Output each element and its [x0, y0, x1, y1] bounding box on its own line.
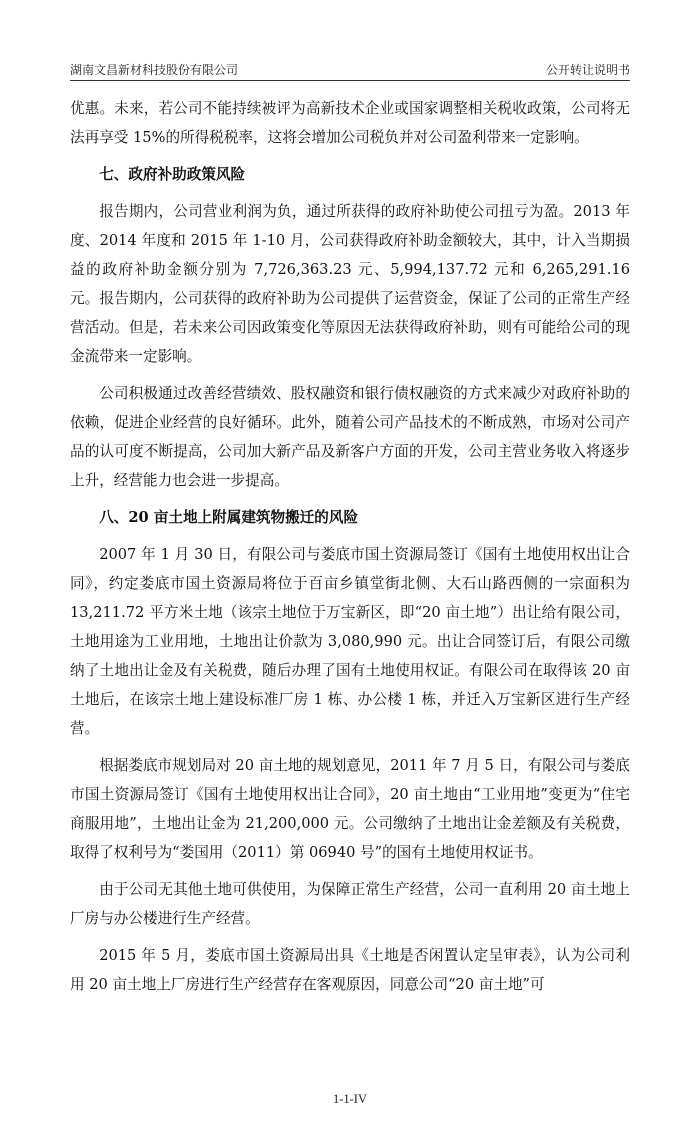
page-header	[70, 52, 630, 78]
paragraph-continued-use: 由于公司无其他土地可供使用，为保障正常生产经营，公司一直利用 20 亩土地上厂房与办公楼进行生产经营。	[70, 881, 630, 927]
page-number: 1-1-IV	[332, 1092, 367, 1106]
paragraph-subsidy-amounts: 报告期内，公司营业利润为负，通过所获得的政府补助使公司扭亏为盈。2013 年度、2014 年度和 2015 年 1-10 月，公司获得政府补助金额较大，其中，计入当期损益的政府补助金额分别为 7,726,363.23 元、5,994,137.72 元和 6,265,291.16 元。报告期内，公司获得的政府补助为公司提供了运营资金，保证了公司的正常生产经营活动。但是，若未来公司因政策变化等原因无法获得政府补助，则有可能给公司的现金流带来一定影响。	[70, 203, 630, 365]
paragraph-tax-continuation: 优惠。未来，若公司不能持续被评为高新技术企业或国家调整相关税收政策，公司将无法再享受 15%的所得税税率，这将会增加公司税负并对公司盈利带来一定影响。	[70, 100, 630, 146]
paragraph-land-contract-2007: 2007 年 1 月 30 日，有限公司与娄底市国土资源局签订《国有土地使用权出让合同》，约定娄底市国土资源局将位于百亩乡镇堂街北侧、大石山路西侧的一宗面积为 13,211.72 平方米土地（该宗土地位于万宝新区，即“20 亩土地”）出让给有限公司，土地用途为工业用地，土地出让价款为 3,080,990 元。出让合同签订后，有限公司缴纳了土地出让金及有关税费，随后办理了国有土地使用权证。有限公司在取得该 20 亩土地后，在该宗土地上建设标准厂房 1 栋、办公楼 1 栋，并迁入万宝新区进行生产经营。	[70, 546, 630, 737]
section-heading-land-relocation-risk: 八、20 亩土地上附属建筑物搬迁的风险	[99, 509, 359, 526]
document-body	[70, 94, 630, 1007]
header-document-title: 公开转让说明书	[545, 63, 630, 77]
section-heading-government-subsidy-risk: 七、政府补助政策风险	[99, 166, 246, 183]
paragraph-land-use-change-2011: 根据娄底市规划局对 20 亩土地的规划意见，2011 年 7 月 5 日，有限公司与娄底市国土资源局签订《国有土地使用权出让合同》，20 亩土地由“工业用地”变更为“住宅商服用地”，土地出让金为 21,200,000 元。公司缴纳了土地出让金差额及有关税费，取得了权利号为“娄国用（2011）第 06940 号”的国有土地使用权证书。	[70, 757, 630, 861]
header-company-name: 湖南文昌新材科技股份有限公司	[70, 63, 239, 77]
header-divider	[70, 80, 630, 81]
paragraph-subsidy-mitigation: 公司积极通过改善经营绩效、股权融资和银行债权融资的方式来减少对政府补助的依赖，促进企业经营的良好循环。此外，随着公司产品技术的不断成熟，市场对公司产品的认可度不断提高，公司加大新产品及新客户方面的开发，公司主营业务收入将逐步上升，经营能力也会进一步提高。	[70, 385, 630, 489]
paragraph-idle-land-review-2015: 2015 年 5 月，娄底市国土资源局出具《土地是否闲置认定呈审表》，认为公司利用 20 亩土地上厂房进行生产经营存在客观原因，同意公司“20 亩土地”可	[70, 947, 630, 993]
